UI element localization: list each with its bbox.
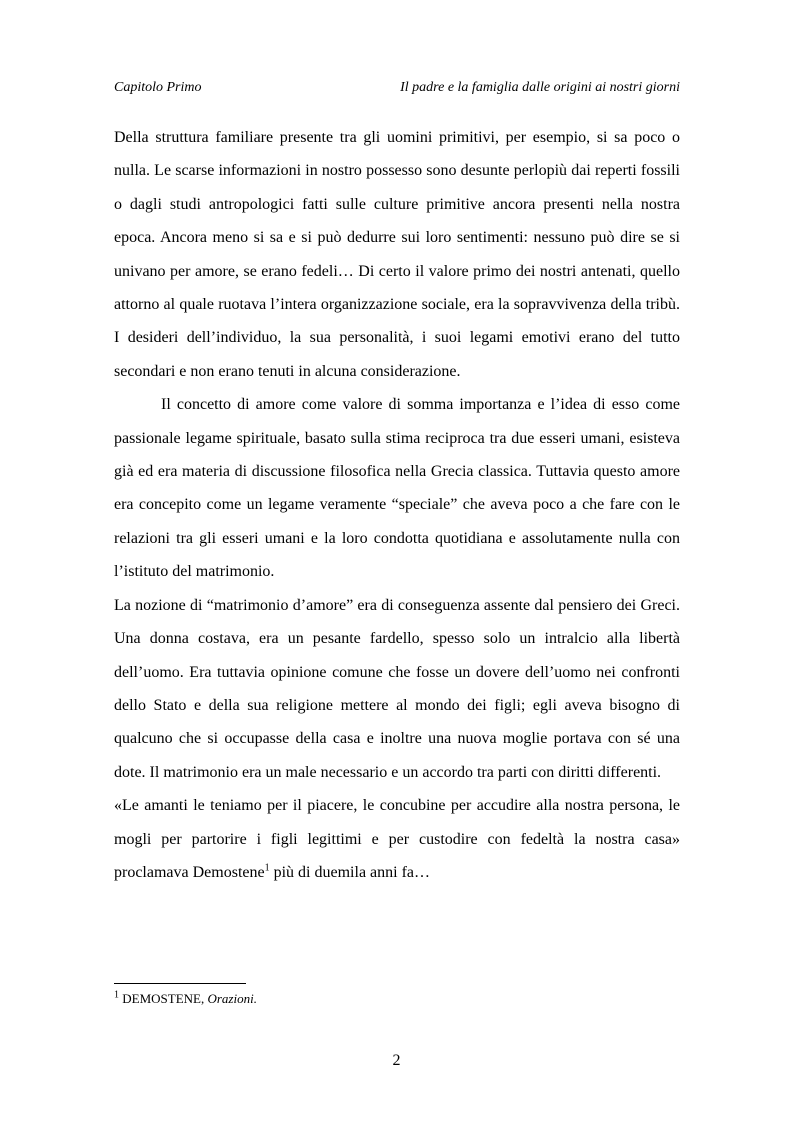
paragraph-1: Della struttura familiare presente tra gli uomini primitivi, per esempio, si sa poco o nulla. Le scarse informazioni in nostro possesso sono desunte perlopiù dai reperti fossili o dagli studi antropologici fatti sulle culture primitive ancora presenti nella nostra epoca. Ancora meno si sa e si può dedurre sui loro sentimenti: nessuno può dire se si univano per amore, se erano fedeli… Di certo il valore primo dei nostri antenati, quello attorno al quale ruotava l’intera organizzazione sociale, era la sopravvivenza della tribù. I desideri dell’individuo, la sua personalità, i suoi legami emotivi erano del tutto secondari e non erano tenuti in alcuna considerazione. xyxy=(114,129,680,380)
footnote-divider xyxy=(114,983,246,984)
body-text xyxy=(114,121,680,889)
header-chapter: Capitolo Primo xyxy=(114,80,202,95)
page-number: 2 xyxy=(392,1052,401,1069)
header-title: Il padre e la famiglia dalle origini ai nostri giorni xyxy=(400,80,680,95)
quote-text: «Le amanti le teniamo per il piacere, le concubine per accudire alla nostra persona, le mogli per partorire i figli legittimi e per custodire con fedeltà la nostra casa» proclamava Demostene xyxy=(114,797,680,881)
footnote-marker: 1 xyxy=(114,989,119,1001)
paragraph-3: La nozione di “matrimonio d’amore” era di conseguenza assente dal pensiero dei Greci. Una donna costava, era un pesante fardello, spesso solo un intralcio alla libertà dell’uomo. Era tuttavia opinione comune che fosse un dovere dell’uomo nei confronti dello Stato e della sua religione mettere al mondo dei figli; egli aveva bisogno di qualcuno che si occupasse della casa e inoltre una nuova moglie portava con sé una dote. Il matrimonio era un male necessario e un accordo tra parti con diritti differenti. xyxy=(114,596,680,781)
quote-tail: più di duemila anni fa… xyxy=(269,863,431,881)
paragraph-quote xyxy=(114,789,680,889)
footnote-author: DEMOSTENE, xyxy=(119,991,208,1006)
running-header xyxy=(114,80,680,100)
footnote-reference[interactable]: 1 xyxy=(264,862,270,874)
footnote-work: Orazioni. xyxy=(207,991,257,1006)
paragraph-2: Il concetto di amore come valore di somma importanza e l’idea di esso come passionale legame spirituale, basato sulla stima reciproca tra due esseri umani, esisteva già ed era materia di discussione filosofica nella Grecia classica. Tuttavia questo amore era concepito come un legame veramente “speciale” che aveva poco a che fare con le relazioni tra gli esseri umani e la loro condotta quotidiana e assolutamente nulla con l’istituto del matrimonio. xyxy=(114,396,680,581)
footnote xyxy=(114,991,257,1007)
